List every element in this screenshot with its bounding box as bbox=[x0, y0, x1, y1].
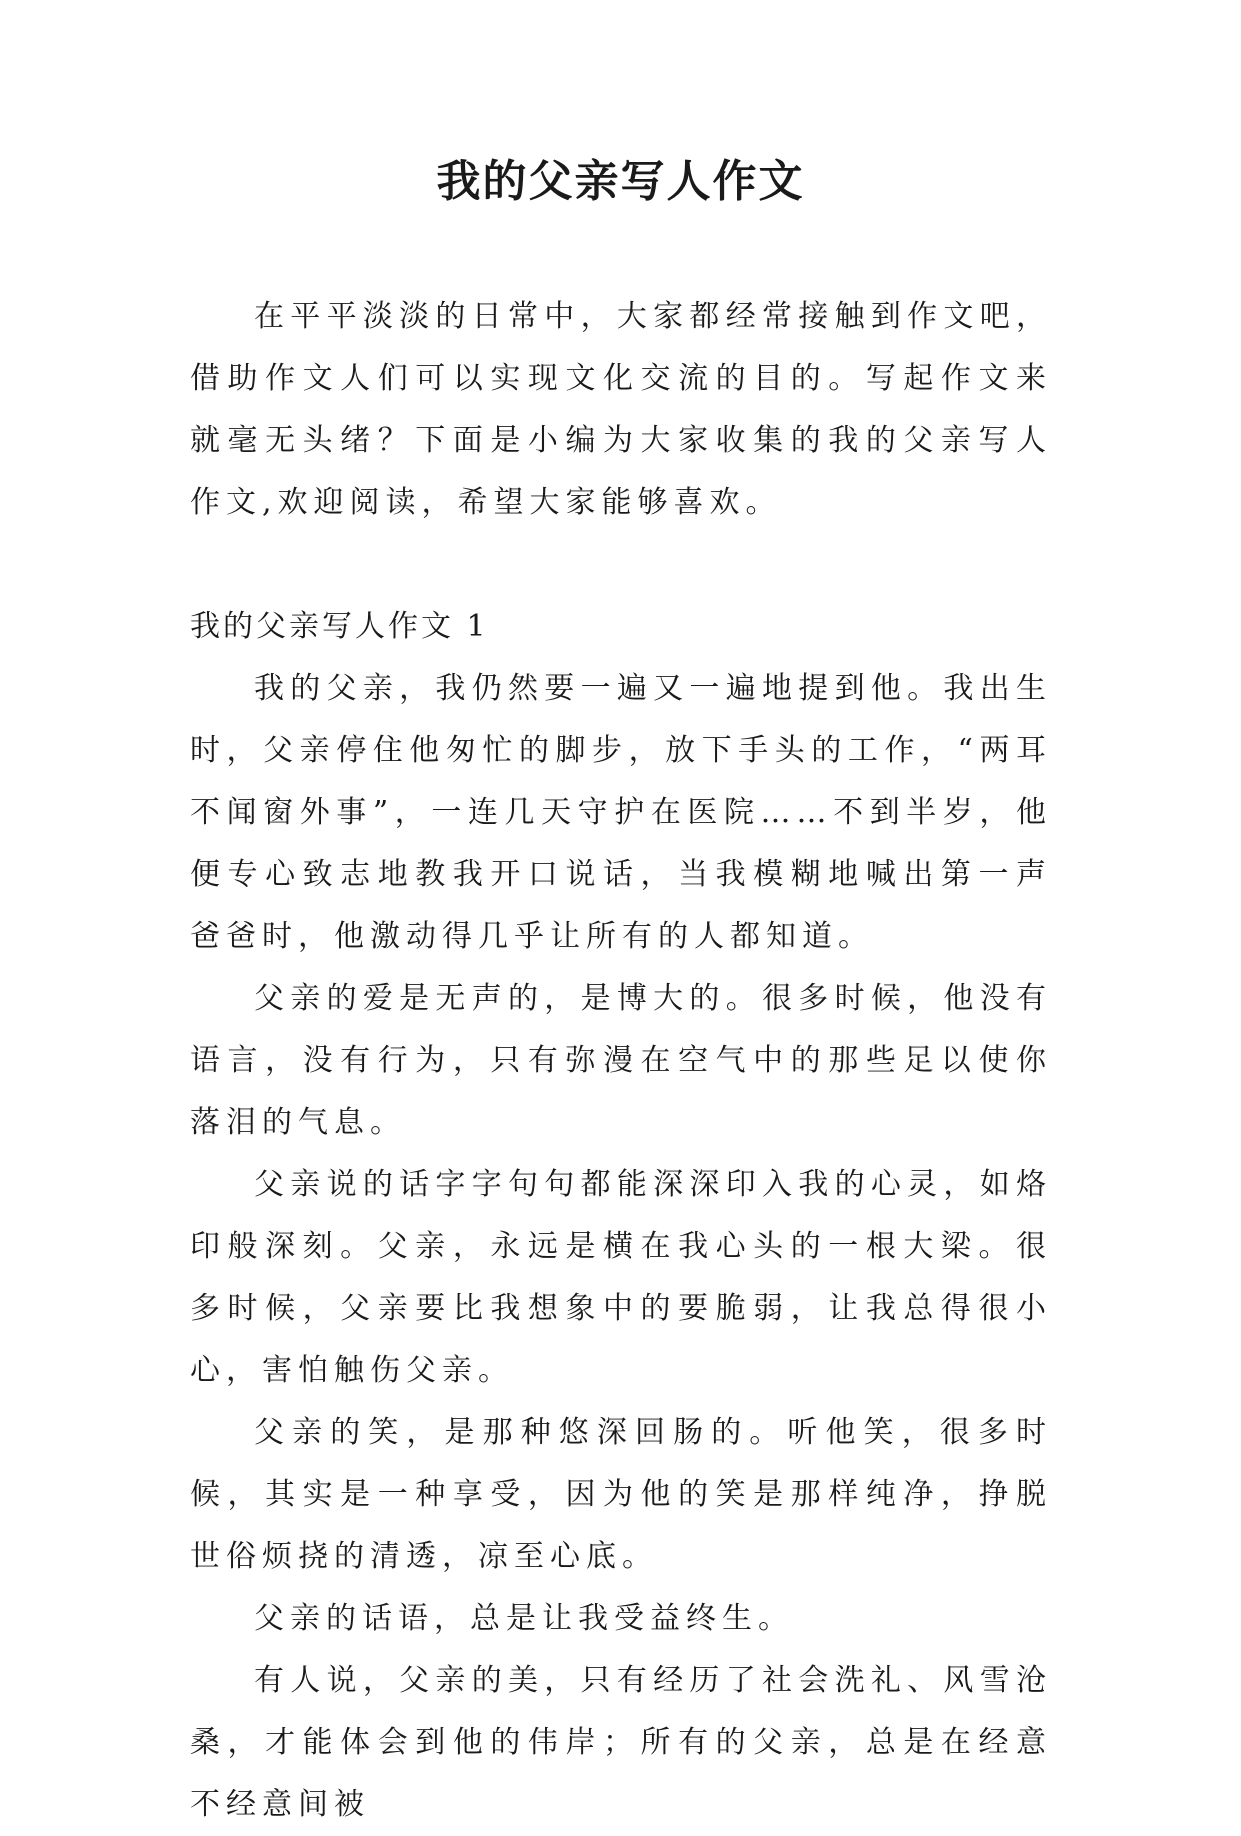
document-title: 我的父亲写人作文 bbox=[436, 156, 805, 207]
body-paragraph: 父亲的爱是无声的，是博大的。很多时候，他没有语言，没有行为，只有弥漫在空气中的那些足以使你落泪的气息。 bbox=[190, 981, 1052, 1140]
body-paragraph: 我的父亲，我仍然要一遍又一遍地提到他。我出生时，父亲停住他匆忙的脚步，放下手头的工作，“两耳不闻窗外事”，一连几天守护在医院……不到半岁，他便专心致志地教我开口说话，当我模糊地喊出第一声爸爸时，他激动得几乎让所有的人都知道。 bbox=[190, 671, 1052, 954]
document-body bbox=[190, 286, 1052, 1836]
intro-paragraph: 在平平淡淡的日常中，大家都经常接触到作文吧，借助作文人们可以实现文化交流的目的。写起作文来就毫无头绪？下面是小编为大家收集的我的父亲写人作文,欢迎阅读，希望大家能够喜欢。 bbox=[190, 299, 1052, 520]
section-heading: 我的父亲写人作文 1 bbox=[190, 609, 489, 644]
body-paragraph: 有人说，父亲的美，只有经历了社会洗礼、风雪沧桑，才能体会到他的伟岸；所有的父亲，总是在经意不经意间被 bbox=[190, 1663, 1052, 1822]
body-paragraph: 父亲的话语，总是让我受益终生。 bbox=[254, 1601, 794, 1636]
body-paragraph: 父亲的笑，是那种悠深回肠的。听他笑，很多时候，其实是一种享受，因为他的笑是那样纯净，挣脱世俗烦挠的清透，凉至心底。 bbox=[190, 1415, 1052, 1574]
body-paragraph: 父亲说的话字字句句都能深深印入我的心灵，如烙印般深刻。父亲，永远是横在我心头的一根大梁。很多时候，父亲要比我想象中的要脆弱，让我总得很小心，害怕触伤父亲。 bbox=[190, 1167, 1052, 1388]
